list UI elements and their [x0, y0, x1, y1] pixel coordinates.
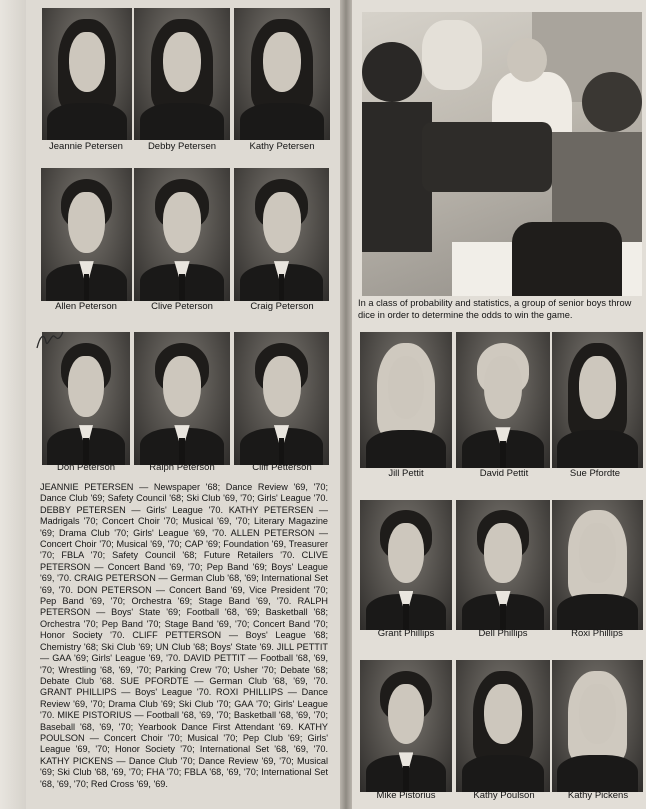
portrait-photo	[134, 8, 230, 140]
portrait-photo	[552, 660, 643, 792]
portrait-photo	[360, 660, 452, 792]
classroom-photo	[362, 12, 642, 296]
portrait-name: Jill Pettit	[388, 468, 424, 479]
portrait-name: Don Peterson	[56, 462, 116, 473]
portrait-photo	[134, 168, 230, 301]
portrait-name: Ralph Peterson	[149, 462, 215, 473]
portrait-name: Roxi Phillips	[571, 628, 623, 639]
portrait-name: David Pettit	[479, 468, 529, 479]
portrait-name: Mike Pistorius	[376, 790, 436, 801]
portrait-name: Sue Pfordte	[569, 468, 621, 479]
portrait-photo	[552, 332, 643, 468]
portrait-photo	[456, 500, 550, 630]
activities-text: JEANNIE PETERSEN — Newspaper '68; Dance Review '69, '70; Dance Club '69; Safety Council '68; Ski Club '69, '70; Girls' League '70. DEBBY PETERSEN — Girls' League '70. KATHY PETERSEN — Madrigals '70; Concert Choir '70; Musical '69, '70; Literary Magazine '69; Drama Club '70; Girls' League '69, '70. ALLEN PETERSON — Concert Choir '70; Musical '69, '70; CAP '69; Foundation '69, Treasurer '70; FBLA '70; Safety Council '68; Future Retailers '70. CLIVE PETERSON — Concert Band '69, '70; Pep Band '69; Boys' League '69, '70. CRAIG PETERSON — German Club '68, '69; International Set '69, '70. DON PETERSON — Concert Band '69, Vice President '70; Pep Band '69, '70; Orchestra '69; Stage Band '69, '70. RALPH PETERSON — Boys' State '69; Football '68, '69; Basketball '68; Orchestra '70; Pep Band '70; Stage Band '69, '70; Concert Band '70; Honor Society '70. CLIFF PETTERSON — Boys' League '68; Chemistry '68; Ski Club '69; UN Club '68; Boys' State '69. JILL PETTIT — GAA '69; Girls' League '69, '70. DAVID PETTIT — Football '68, '69, '70; Wrestling '68, '69, '70; Parking Crew '70; Usher '70; Debate '68; Debate Club '68. SUE PFORDTE — German Club '68, '69, '70. GRANT PHILLIPS — Boys' League '70. ROXI PHILLIPS — Dance Review '69, '70; Drama Club '69; Ski Club '70; GAA '70; Girls' League '70. MIKE PISTORIUS — Football '68, '69, '70; Basketball '68, '69, '70; Baseball '68, '69, '70; Yearbook Dance First Attendant '69. KATHY POULSON — Concert Choir '70; Musical '70; Pep Club '69; Girls' League '69, '70; Honor Society '70; International Set '68, '69, '70. KATHY PICKENS — Dance Club '70; Dance Review '69, '70; Musical '69; Ski Club '68, '69, '70; FHA '70; FBLA '68, '69, '70; International Set '68, '69, '70; Red Cross '69, '69.	[40, 482, 328, 789]
portrait-photo	[456, 660, 550, 792]
portrait-photo	[234, 332, 329, 465]
page-gutter	[340, 0, 352, 809]
portrait-photo	[552, 500, 643, 630]
portrait-name: Clive Peterson	[151, 301, 213, 312]
portrait-name: Kathy Pickens	[567, 790, 629, 801]
portrait-name: Jeannie Petersen	[49, 141, 123, 152]
portrait-name: Dell Phillips	[478, 628, 528, 639]
portrait-photo	[134, 332, 230, 465]
portrait-photo	[234, 8, 330, 140]
portrait-photo	[456, 332, 550, 468]
portrait-photo	[41, 168, 132, 301]
portrait-name: Cliff Petterson	[252, 462, 312, 473]
portrait-name: Allen Peterson	[55, 301, 117, 312]
handwritten-mark	[34, 328, 64, 352]
photo-caption: In a class of probability and statistics, a group of senior boys throw dice in order to determine the odds to win the game.	[358, 298, 632, 320]
portrait-name: Grant Phillips	[377, 628, 435, 639]
binding-edge	[0, 0, 26, 809]
portrait-photo	[42, 8, 132, 140]
portrait-name: Kathy Poulson	[473, 790, 535, 801]
portrait-photo	[234, 168, 329, 301]
portrait-photo	[360, 332, 452, 468]
portrait-photo	[360, 500, 452, 630]
portrait-name: Debby Petersen	[147, 141, 217, 152]
portrait-name: Kathy Petersen	[249, 141, 315, 152]
portrait-name: Craig Peterson	[250, 301, 314, 312]
